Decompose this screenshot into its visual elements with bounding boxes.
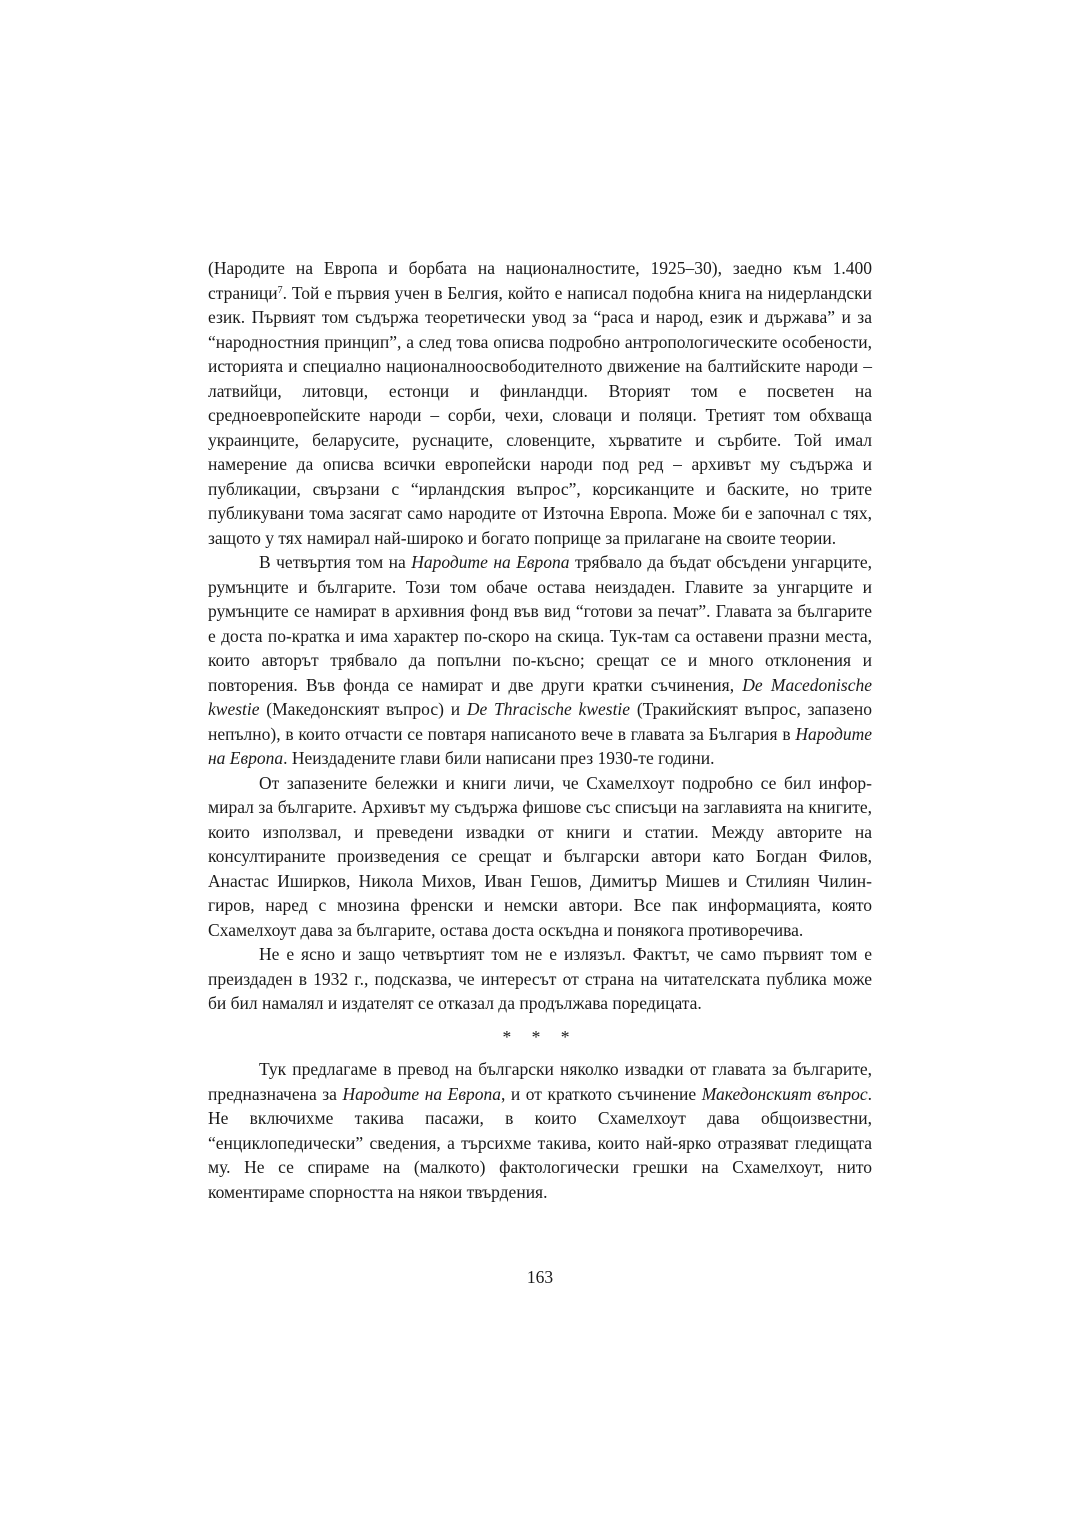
text-run: Не е ясно и защо четвъртият том не е излязъл. Фактът, че само първият том е преиздаден в 1932 г., подсказва, че интересът от страна на читателската публика може би бил намалял и издателят се отказал да продължава поредицата. <box>208 944 872 1013</box>
paragraph <box>208 550 872 771</box>
text-run: . Той е първия учен в Белгия, който е написал подобна книга на нидерландски език. Първият том съдържа теоретически увод за “раса и народ, език и държава” и за “народностния принцип”, а след това описва подробно антропологическите особености, историята и специално националноосвободителното движение на балтийските народи – латвийци, литовци, естонци и финландци. Вторият том е посветен на средноевропейските народи – сорби, чехи, словаци и поляци. Третият том обхваща украинците, беларусите, руснаците, словенците, хърватите и сърбите. Той имал намерение да описва всички европейски народи под ред – архивът му съдържа и публикации, свързани с “ирландския въпрос”, корсиканците и баските, но трите публикувани тома засягат само народите от Източна Европа. Може би е започнал с тях, защото у тях намирал най-широко и богато поприще за прилагане на своите теории. <box>208 282 872 548</box>
text-run: (Народите на Европа и борбата на националностите, 1925–30), заедно към 1.400 страници <box>208 258 872 303</box>
italic-title: Народите на Европа <box>411 552 570 572</box>
section-separator: * * * <box>502 1026 578 1047</box>
text-run: , и от краткото съчинение <box>500 1083 702 1104</box>
italic-title: Народите на Европа <box>208 723 872 768</box>
paragraph <box>208 256 872 550</box>
italic-title: Народите на Европа <box>342 1083 501 1104</box>
text-run: Тук предлагаме в превод на български няколко извадки от главата за българите, предназначена за <box>208 1059 872 1104</box>
footnote-ref: 7 <box>277 284 283 296</box>
text-run: . Неиздадените глави били написани през 1930-те години. <box>283 748 715 768</box>
text-run: В четвъртия том на <box>259 552 412 572</box>
page-body <box>208 256 872 1204</box>
paragraph <box>208 942 872 1016</box>
text-run: . Не включихме такива пасажи, в които Схамелхоут дава общоизвестни, “енциклопедически” сведения, а търсихме такива, които най-ярко отразяват гледищата му. Не се спираме на (малкото) фактологически грешки на Схамелхоут, нито коментираме спорността на някои твърдения. <box>208 1083 873 1202</box>
text-run: (Македонският въпрос) и <box>259 699 467 719</box>
italic-title: De Thracische kwestie <box>466 699 631 719</box>
paragraph <box>208 771 872 943</box>
italic-title: Македонският въпрос <box>701 1083 868 1104</box>
body-text-continued <box>208 1057 872 1204</box>
text-run: От запазените бележки и книги личи, че Схамелхоут подробно се бил информирал за българите. Архивът му съдържа фишове със списъци на заглавията на книгите, които използвал, и преведени извадки от книги и статии. Между авторите на консултираните произведения се срещат и български автори като Богдан Филов, Анастас Иширков, Никола Михов, Иван Гешов, Димитър Мишев и Стилиян Чилингиров, наред с мнозина френски и немски автори. Все пак информацията, която Схамелхоут дава за българите, остава доста оскъдна и понякога противоречива. <box>208 772 872 940</box>
paragraph <box>208 1057 872 1204</box>
italic-title: De Macedonische kwestie <box>208 674 872 719</box>
page-number: 163 <box>526 1267 554 1287</box>
text-run: (Тракийският въпрос, запазено непълно), в които отчасти се повтаря написаното вече в главата за България в <box>208 699 872 744</box>
text-run: трябвало да бъдат обсъдени унгарците, румънците и българите. Този том обаче остава неиздаден. Главите за унгарците и румънците се намират в архивния фонд във вид “готови за печат”. Главата за българите е доста по-кратка и има характер по-скоро на скица. Тук-там са оставени празни места, които авторът трябвало да попълни по-късно; срещат се и много отклонения и повторения. Във фонда се намират и две други кратки съчинения, <box>208 552 873 695</box>
body-text <box>208 256 872 1016</box>
